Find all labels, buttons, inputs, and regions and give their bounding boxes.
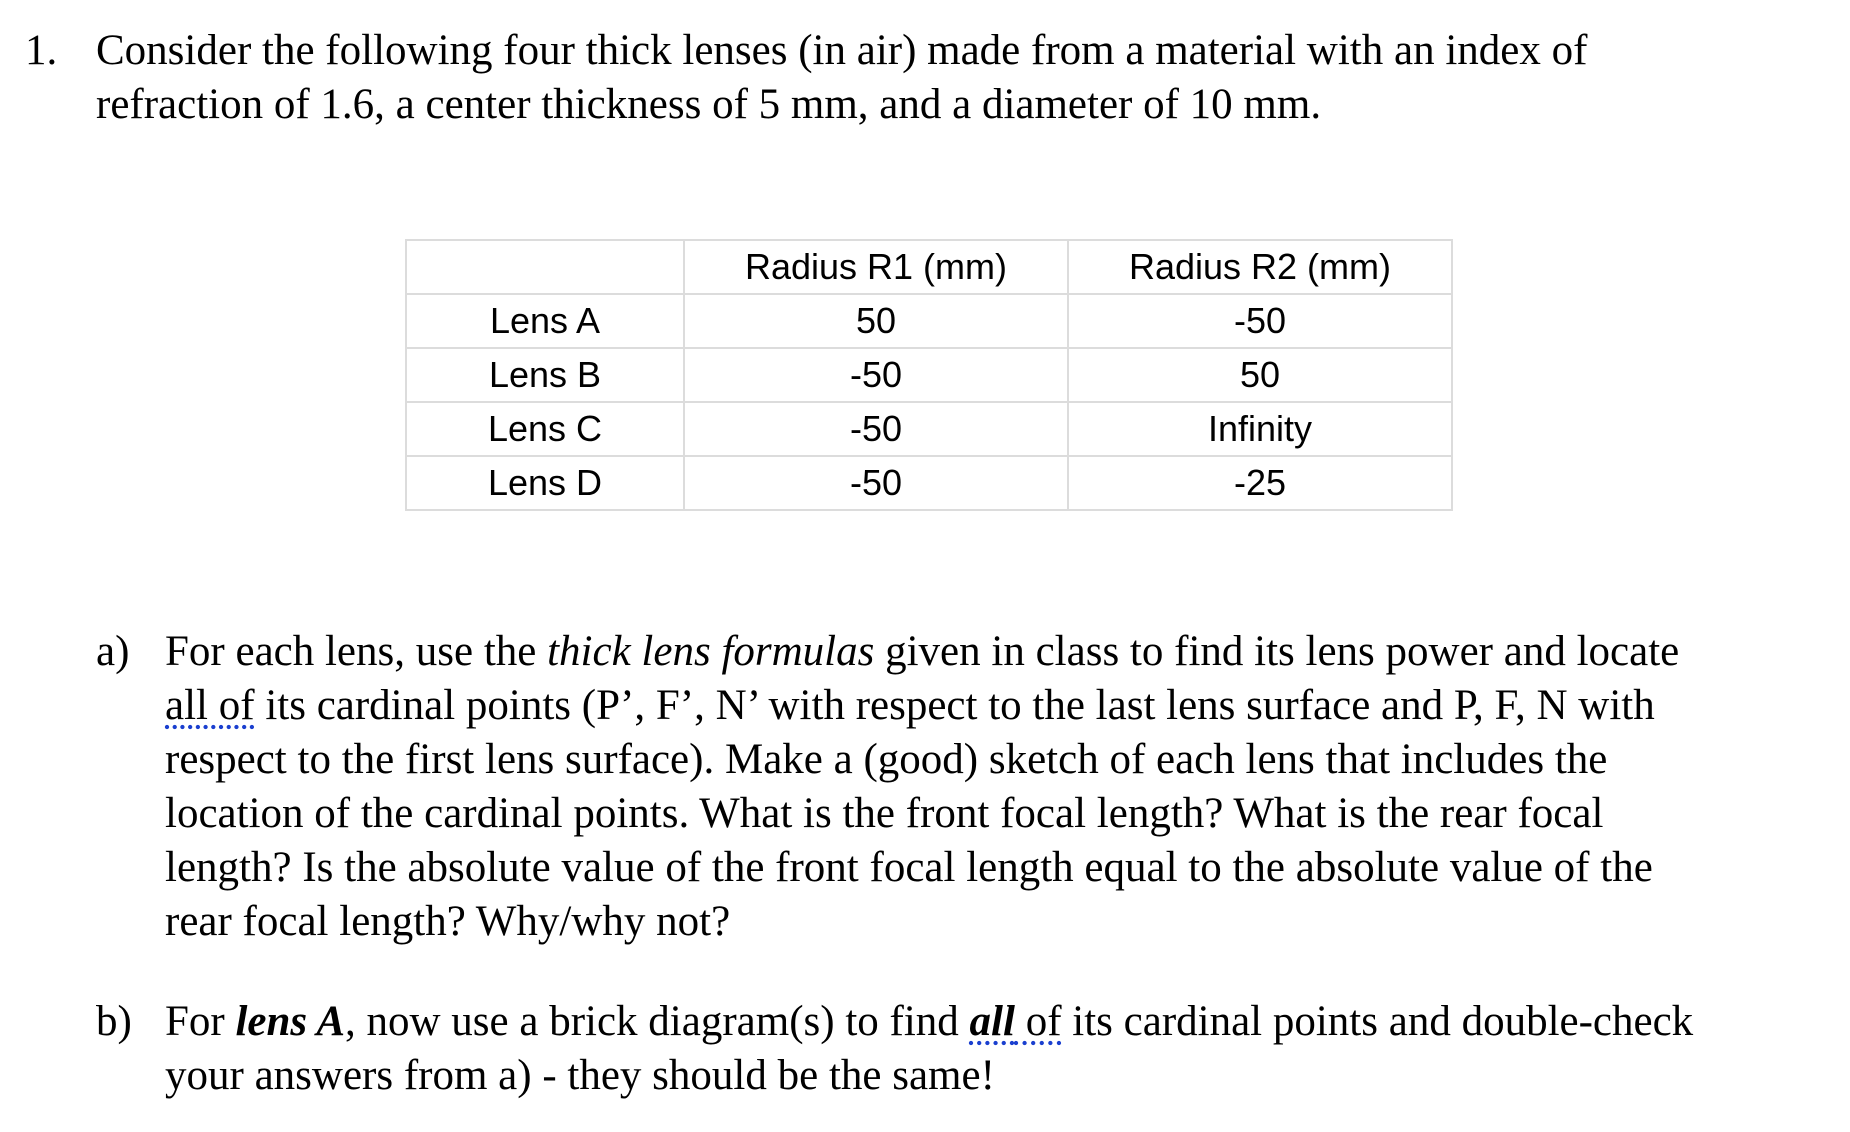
part-b: [0, 995, 1850, 1115]
part-a-line-3: respect to the first lens surface). Make a (good) sketch of each lens that includes the: [165, 736, 1608, 783]
part-b-text: [165, 995, 1825, 1103]
table-row: [406, 294, 1452, 348]
lens-r1: 50: [684, 294, 1068, 348]
part-a: [0, 625, 1850, 965]
lens-r1: -50: [684, 348, 1068, 402]
lens-a-emphasis: lens A: [235, 998, 345, 1045]
lens-radius-table: [405, 239, 1453, 511]
part-a-line-5: length? Is the absolute value of the front focal length equal to the absolute value of the: [165, 844, 1653, 891]
part-a-line-4: location of the cardinal points. What is the front focal length? What is the rear focal: [165, 790, 1604, 837]
table-row: [406, 402, 1452, 456]
lens-name: Lens C: [406, 402, 684, 456]
lens-r2: Infinity: [1068, 402, 1452, 456]
all-of-emphasis: all of: [165, 682, 255, 729]
part-a-text: [165, 625, 1825, 949]
table-header-blank: [406, 240, 684, 294]
part-b-label: b): [96, 998, 132, 1045]
lens-r1: -50: [684, 402, 1068, 456]
question-number: 1.: [25, 27, 58, 74]
thick-lens-formulas-emphasis: thick lens formulas: [547, 628, 875, 675]
of-emphasis: of: [1014, 998, 1062, 1045]
lens-name: Lens D: [406, 456, 684, 510]
part-a-line-6: rear focal length? Why/why not?: [165, 898, 731, 945]
table-row: [406, 348, 1452, 402]
lens-r2: -50: [1068, 294, 1452, 348]
table-header-row: [406, 240, 1452, 294]
lens-r2: 50: [1068, 348, 1452, 402]
lens-name: Lens A: [406, 294, 684, 348]
intro-line-2: refraction of 1.6, a center thickness of 5 mm, and a diameter of 10 mm.: [96, 81, 1322, 128]
part-a-label: a): [96, 628, 130, 675]
table-row: [406, 456, 1452, 510]
intro-line-1: Consider the following four thick lenses (in air) made from a material with an index of: [96, 27, 1588, 74]
all-emphasis: all: [969, 998, 1015, 1045]
lens-r1: -50: [684, 456, 1068, 510]
part-b-line-1: For lens A, now use a brick diagram(s) to find all of its cardinal points and double-check: [165, 998, 1694, 1045]
lens-name: Lens B: [406, 348, 684, 402]
lens-r2: -25: [1068, 456, 1452, 510]
table-header-r1: Radius R1 (mm): [684, 240, 1068, 294]
part-a-line-2: all of its cardinal points (P’, F’, N’ with respect to the last lens surface and P, F, N with: [165, 682, 1655, 729]
part-b-line-2: your answers from a) - they should be the same!: [165, 1052, 995, 1099]
part-a-line-1: For each lens, use the thick lens formulas given in class to find its lens power and locate: [165, 628, 1680, 675]
question-intro: [96, 24, 1796, 132]
table-header-r2: Radius R2 (mm): [1068, 240, 1452, 294]
